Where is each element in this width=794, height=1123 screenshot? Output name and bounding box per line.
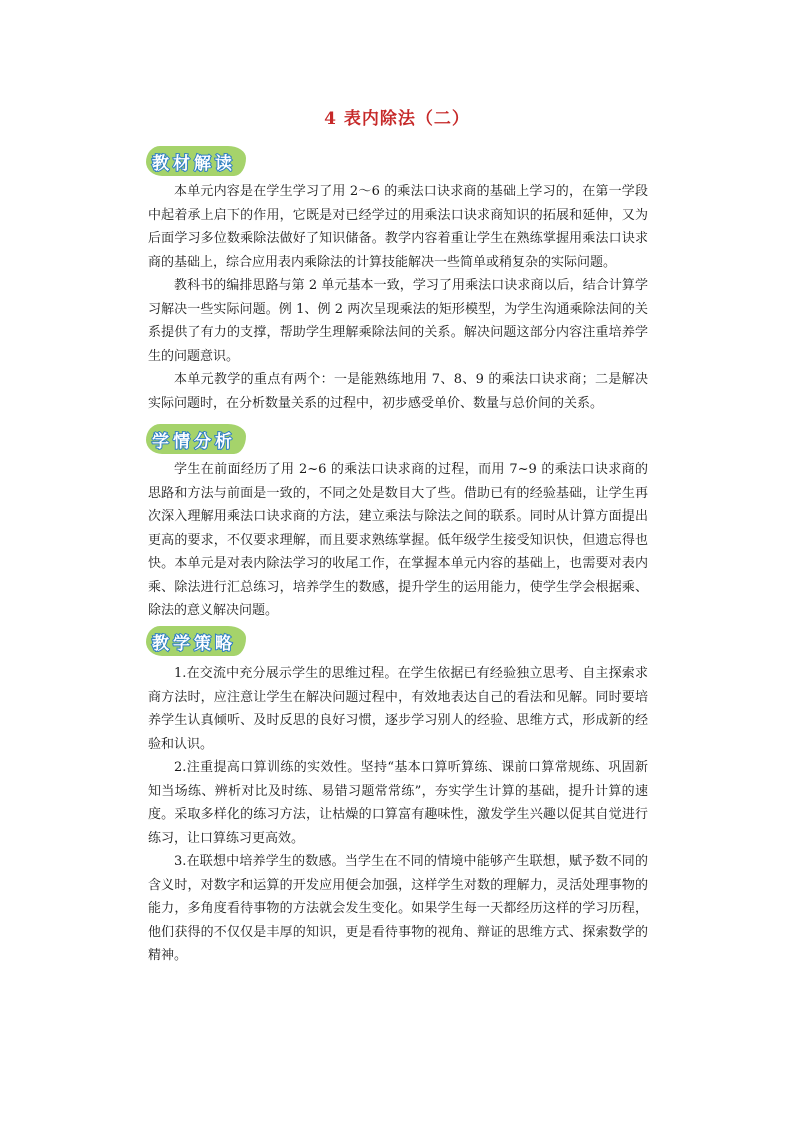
section-heading-badge: [146, 424, 236, 454]
paragraph: 2.注重提高口算训练的实效性。坚持“基本口算听算练、课前口算常规练、巩固新知当场练、辨析对比及时练、易错习题常常练”，夯实学生计算的基础，提升计算的速度。采取多样化的练习方法，让枯燥的口算富有趣味性，激发学生兴趣以促其自觉进行练习，让口算练习更高效。: [148, 760, 648, 846]
section-heading: 教材解读: [152, 153, 236, 174]
page-title: 4 表内除法（二）: [324, 109, 470, 129]
section-body: [148, 458, 648, 623]
section-heading-badge: [146, 146, 236, 176]
section-body: [148, 180, 648, 415]
section-heading: 学情分析: [152, 431, 236, 452]
paragraph: 教科书的编排思路与第 2 单元基本一致，学习了用乘法口诀求商以后，结合计算学习解决一些实际问题。例 1、例 2 两次呈现乘法的矩形模型，为学生沟通乘除法间的关系提供了有力的支撑，帮助学生理解乘除法间的关系。解决问题这部分内容注重培养学生的问题意识。: [148, 278, 648, 364]
section-heading-badge: [146, 626, 236, 656]
paragraph: 本单元内容是在学生学习了用 2～6 的乘法口诀求商的基础上学习的，在第一学段中起着承上启下的作用，它既是对已经学过的用乘法口诀求商知识的拓展和延伸，又为后面学习多位数乘除法做好了知识储备。教学内容着重让学生在熟练掌握用乘法口诀求商的基础上，综合应用表内乘除法的计算技能解决一些简单或稍复杂的实际问题。: [148, 184, 648, 270]
section-heading: 教学策略: [152, 633, 236, 654]
paragraph: 1.在交流中充分展示学生的思维过程。在学生依据已有经验独立思考、自主探索求商方法时，应注意让学生在解决问题过程中，有效地表达自己的看法和见解。同时要培养学生认真倾听、及时反思的良好习惯，逐步学习别人的经验、思维方式，形成新的经验和认识。: [148, 666, 648, 752]
paragraph: 3.在联想中培养学生的数感。当学生在不同的情境中能够产生联想，赋予数不同的含义时，对数字和运算的开发应用便会加强，这样学生对数的理解力，灵活处理事物的能力，多角度看待事物的方法就会发生变化。如果学生每一天都经历这样的学习历程，他们获得的不仅仅是丰厚的知识，更是看待事物的视角、辩证的思维方式、探索数学的精神。: [148, 854, 648, 963]
paragraph: 学生在前面经历了用 2~6 的乘法口诀求商的过程，而用 7~9 的乘法口诀求商的思路和方法与前面是一致的，不同之处是数目大了些。借助已有的经验基础，让学生再次深入理解用乘法口诀求商的方法，建立乘法与除法之间的联系。同时从计算方面提出更高的要求，不仅要求理解，而且要求熟练掌握。低年级学生接受知识快，但遗忘得也快。本单元是对表内除法学习的收尾工作，在掌握本单元内容的基础上，也需要对表内乘、除法进行汇总练习，培养学生的数感，提升学生的运用能力，使学生学会根据乘、除法的意义解决问题。: [148, 462, 648, 618]
paragraph: 本单元教学的重点有两个：一是能熟练地用 7、8、9 的乘法口诀求商；二是解决实际问题时，在分析数量关系的过程中，初步感受单价、数量与总价间的关系。: [148, 372, 649, 411]
section-body: [148, 662, 648, 968]
